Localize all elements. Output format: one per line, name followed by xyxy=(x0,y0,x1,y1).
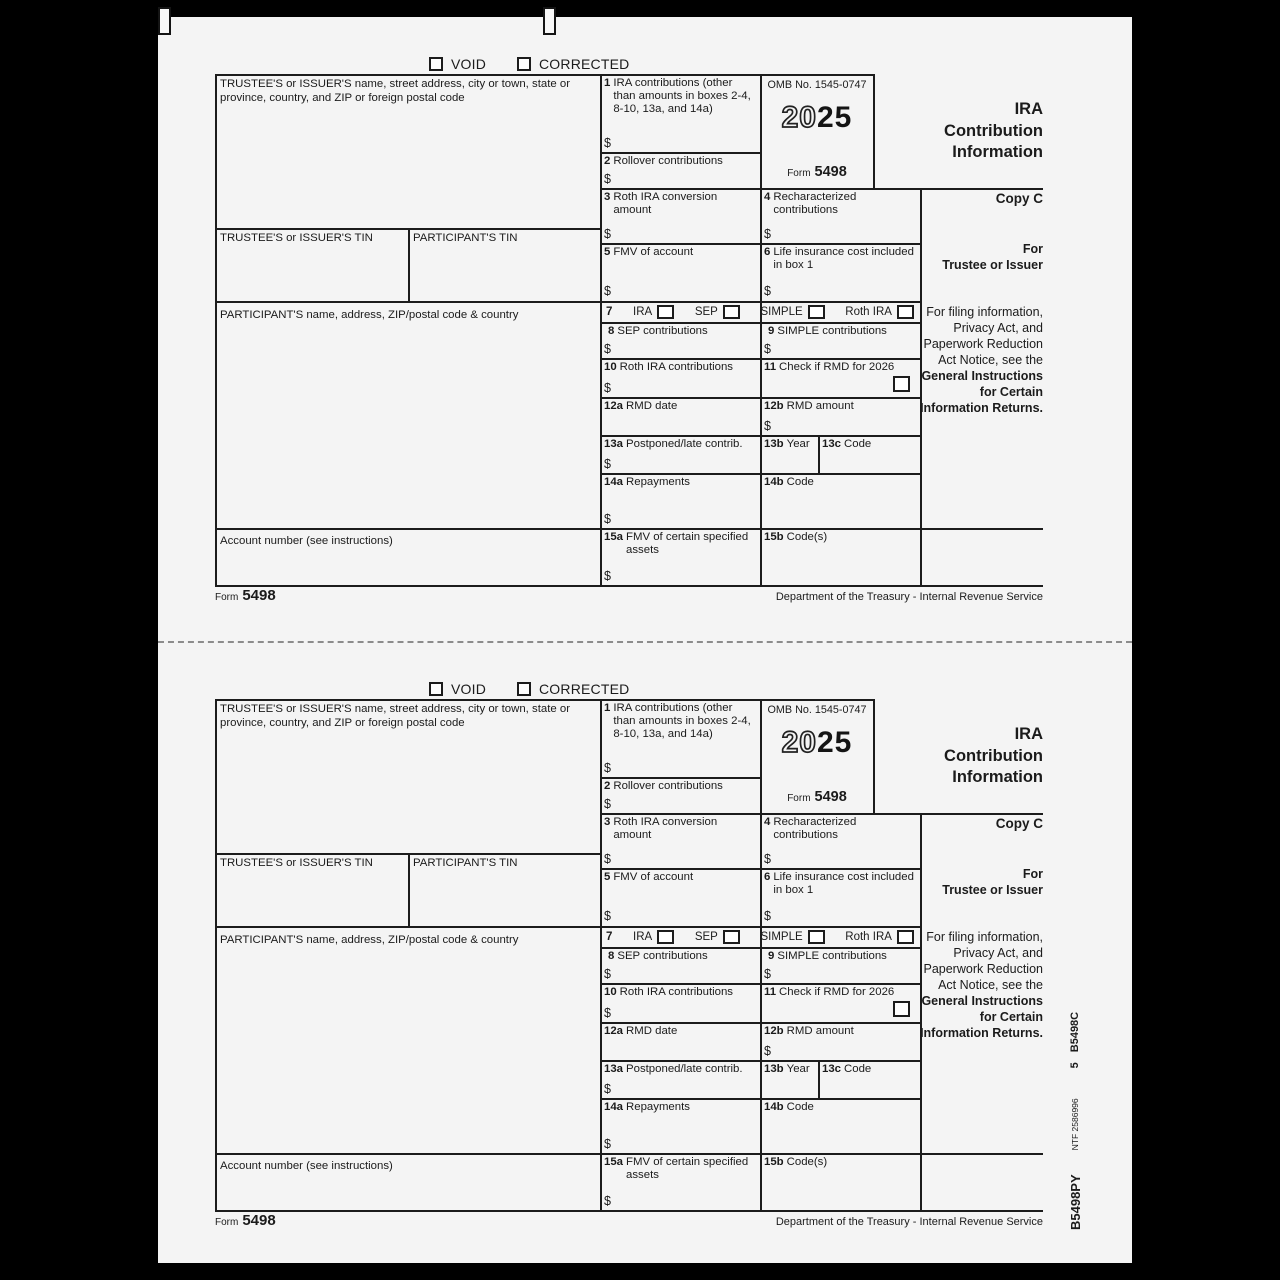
box10-label xyxy=(604,361,756,374)
box13b-number: 13b xyxy=(764,1063,784,1075)
box13a-number: 13a xyxy=(604,438,624,450)
edge-form-code: B5498PY xyxy=(1067,1174,1083,1230)
box3-dollar: $ xyxy=(604,852,611,866)
box13b-number: 13b xyxy=(764,438,784,450)
edge-ntf-code: NTF 2586996 xyxy=(1070,1098,1080,1151)
box7-roth-option xyxy=(845,305,914,319)
box1-text: IRA contributions (other than amounts in boxes 2-4, 8-10, 13a, and 14a) xyxy=(613,702,751,741)
box6-dollar: $ xyxy=(764,909,771,923)
grid-line xyxy=(215,699,875,701)
box6-label xyxy=(764,871,916,897)
box7-simple-option xyxy=(760,930,824,944)
box6-text: Life insurance cost included in box 1 xyxy=(773,871,914,897)
grid-line xyxy=(600,1022,920,1024)
box13a-dollar: $ xyxy=(604,1082,611,1096)
tax-year-bold: 25 xyxy=(817,726,853,759)
box13a-label xyxy=(604,1063,756,1076)
box3-label xyxy=(604,191,756,217)
box7-roth-label: Roth IRA xyxy=(845,930,892,943)
copy-label: Copy C xyxy=(995,816,1043,831)
box8-label xyxy=(608,325,756,338)
box7-ira-option xyxy=(633,305,674,319)
corrected-label: CORRECTED xyxy=(539,681,630,697)
box7-simple-checkbox[interactable] xyxy=(808,930,825,944)
box13a-number: 13a xyxy=(604,1063,624,1075)
box7-ira-label: IRA xyxy=(633,305,653,318)
form-number: 5498 xyxy=(814,789,847,805)
box2-label xyxy=(604,780,756,793)
box8-text: SEP contributions xyxy=(617,325,708,337)
box14a-label xyxy=(604,1101,756,1114)
footer-form-number xyxy=(215,587,276,604)
box6-number: 6 xyxy=(764,246,771,258)
box1-dollar: $ xyxy=(604,761,611,775)
box8-text: SEP contributions xyxy=(617,950,708,962)
account-number-label: Account number (see instructions) xyxy=(220,1160,393,1172)
box13c-number: 13c xyxy=(822,438,842,450)
grid-line xyxy=(600,868,920,870)
box13c-label xyxy=(822,1063,916,1076)
treasury-department-line: Department of the Treasury - Internal Revenue Service xyxy=(775,591,1043,603)
grid-line xyxy=(600,74,602,587)
box15b-number: 15b xyxy=(764,1156,784,1168)
grid-line xyxy=(600,188,1043,190)
box7-number: 7 xyxy=(606,930,613,943)
grid-line xyxy=(600,243,920,245)
box12b-text: RMD amount xyxy=(786,400,854,412)
box12b-label xyxy=(764,400,916,413)
grid-line xyxy=(215,699,217,1212)
grid-line xyxy=(600,947,920,949)
form-word: Form xyxy=(787,793,811,804)
box15b-label xyxy=(764,1156,916,1169)
box5-label xyxy=(604,246,756,259)
participant-info-label: PARTICIPANT'S name, address, ZIP/postal code & country xyxy=(220,309,519,321)
box7-simple-option xyxy=(760,305,824,319)
box2-text: Rollover contributions xyxy=(613,780,723,792)
box14b-label xyxy=(764,1101,916,1114)
box5-number: 5 xyxy=(604,871,611,883)
box5-dollar: $ xyxy=(604,909,611,923)
box7-row xyxy=(606,302,914,321)
form-title: IRA Contribution Information xyxy=(944,100,1043,161)
box9-label xyxy=(768,325,916,338)
box6-text: Life insurance cost included in box 1 xyxy=(773,246,914,272)
box7-ira-checkbox[interactable] xyxy=(657,305,674,319)
box3-label xyxy=(604,816,756,842)
form-number-line xyxy=(762,164,872,180)
box7-roth-label: Roth IRA xyxy=(845,305,892,318)
filing-notice-text: For filing information, Privacy Act, and Paperwork Reduction Act Notice, see the xyxy=(923,930,1043,992)
box2-number: 2 xyxy=(604,155,611,167)
box3-text: Roth IRA conversion amount xyxy=(613,816,718,842)
box6-number: 6 xyxy=(764,871,771,883)
copy-label: Copy C xyxy=(995,191,1043,206)
box10-number: 10 xyxy=(604,986,617,998)
box15b-text: Code(s) xyxy=(786,531,828,543)
footer-form-num: 5498 xyxy=(242,587,276,604)
grid-line xyxy=(215,1210,1043,1212)
grid-line xyxy=(215,74,875,76)
box11-text: Check if RMD for 2026 xyxy=(779,361,895,373)
box4-text: Recharacterized contributions xyxy=(773,191,857,217)
void-checkbox[interactable] xyxy=(429,57,443,71)
box14b-number: 14b xyxy=(764,476,784,488)
footer-form-word: Form xyxy=(215,592,239,603)
omb-number: OMB No. 1545-0747 xyxy=(767,79,867,91)
participant-tin-label: PARTICIPANT'S TIN xyxy=(413,232,518,244)
box3-text: Roth IRA conversion amount xyxy=(613,191,718,217)
corrected-checkbox[interactable] xyxy=(517,57,531,71)
box14b-number: 14b xyxy=(764,1101,784,1113)
box14a-number: 14a xyxy=(604,1101,624,1113)
box1-number: 1 xyxy=(604,77,611,89)
box7-simple-label: SIMPLE xyxy=(760,305,803,318)
box9-text: SIMPLE contributions xyxy=(777,950,887,962)
box4-label xyxy=(764,816,916,842)
box7-roth-checkbox[interactable] xyxy=(897,305,914,319)
tax-year-outline: 20 xyxy=(781,101,817,134)
box10-dollar: $ xyxy=(604,381,611,395)
box14b-text: Code xyxy=(786,476,814,488)
filing-notice-bold: General Instructions for Certain Information Returns. xyxy=(920,369,1043,415)
box11-number: 11 xyxy=(764,986,777,998)
footer-form-number xyxy=(215,1212,276,1229)
box9-dollar: $ xyxy=(764,342,771,356)
grid-line xyxy=(600,699,602,1212)
box13a-dollar: $ xyxy=(604,457,611,471)
corrected-checkbox[interactable] xyxy=(517,682,531,696)
box8-dollar: $ xyxy=(604,967,611,981)
grid-line xyxy=(600,1060,920,1062)
grid-line xyxy=(600,397,920,399)
box7-roth-checkbox[interactable] xyxy=(897,930,914,944)
copy-recipient: For Trustee or Issuer xyxy=(942,242,1043,272)
box9-number: 9 xyxy=(768,325,775,337)
treasury-department-line: Department of the Treasury - Internal Revenue Service xyxy=(775,1216,1043,1228)
box12b-label xyxy=(764,1025,916,1038)
box6-label xyxy=(764,246,916,272)
copy-recipient: For Trustee or Issuer xyxy=(942,867,1043,897)
box13b-text: Year xyxy=(786,438,810,450)
grid-line xyxy=(408,853,410,928)
box10-number: 10 xyxy=(604,361,617,373)
box1-number: 1 xyxy=(604,702,611,714)
grid-line xyxy=(215,853,600,855)
trustee-info-label: TRUSTEE'S or ISSUER'S name, street address, city or town, state or province, country, and ZIP or foreign postal code xyxy=(220,78,570,104)
box3-dollar: $ xyxy=(604,227,611,241)
box6-dollar: $ xyxy=(764,284,771,298)
box12b-number: 12b xyxy=(764,1025,784,1037)
grid-line xyxy=(600,777,760,779)
box14a-dollar: $ xyxy=(604,512,611,526)
tax-year-bold: 25 xyxy=(817,101,853,134)
box13c-text: Code xyxy=(844,438,872,450)
box13b-label xyxy=(764,1063,814,1076)
void-label: VOID xyxy=(451,56,487,72)
box4-number: 4 xyxy=(764,191,771,203)
box11-rmd-checkbox[interactable] xyxy=(893,376,910,392)
form-number: 5498 xyxy=(814,164,847,180)
box14b-text: Code xyxy=(786,1101,814,1113)
box15a-number: 15a xyxy=(604,531,624,543)
box12b-number: 12b xyxy=(764,400,784,412)
box2-number: 2 xyxy=(604,780,611,792)
box8-number: 8 xyxy=(608,325,615,337)
box14b-label xyxy=(764,476,916,489)
filing-notice xyxy=(915,304,1043,416)
box15a-dollar: $ xyxy=(604,569,611,583)
box15a-number: 15a xyxy=(604,1156,624,1168)
footer-form-num: 5498 xyxy=(242,1212,276,1229)
box13a-text: Postponed/late contrib. xyxy=(626,438,743,450)
box5-text: FMV of account xyxy=(613,246,694,258)
corrected-label: CORRECTED xyxy=(539,56,630,72)
box8-label xyxy=(608,950,756,963)
grid-line xyxy=(215,585,1043,587)
box7-ira-checkbox[interactable] xyxy=(657,930,674,944)
box5-number: 5 xyxy=(604,246,611,258)
box4-dollar: $ xyxy=(764,852,771,866)
box8-dollar: $ xyxy=(604,342,611,356)
box7-sep-checkbox[interactable] xyxy=(723,930,740,944)
box9-dollar: $ xyxy=(764,967,771,981)
edge-print-codes xyxy=(1066,990,1084,1230)
participant-tin-label: PARTICIPANT'S TIN xyxy=(413,857,518,869)
filing-notice-text: For filing information, Privacy Act, and Paperwork Reduction Act Notice, see the xyxy=(923,305,1043,367)
edge-product-code: B5498C xyxy=(1069,1011,1081,1053)
box2-dollar: $ xyxy=(604,172,611,186)
form-number-line xyxy=(762,789,872,805)
box14a-text: Repayments xyxy=(626,476,690,488)
box9-number: 9 xyxy=(768,950,775,962)
box7-number: 7 xyxy=(606,305,613,318)
box2-dollar: $ xyxy=(604,797,611,811)
box10-text: Roth IRA contributions xyxy=(619,361,734,373)
box12b-dollar: $ xyxy=(764,1044,771,1058)
box7-ira-option xyxy=(633,930,674,944)
grid-line xyxy=(600,983,920,985)
grid-line xyxy=(215,74,217,587)
void-label: VOID xyxy=(451,681,487,697)
grid-line xyxy=(818,1060,820,1098)
box13b-text: Year xyxy=(786,1063,810,1075)
box4-number: 4 xyxy=(764,816,771,828)
box15a-dollar: $ xyxy=(604,1194,611,1208)
grid-line xyxy=(600,1098,920,1100)
box14a-text: Repayments xyxy=(626,1101,690,1113)
box12a-label xyxy=(604,1025,756,1038)
box13b-label xyxy=(764,438,814,451)
box4-dollar: $ xyxy=(764,227,771,241)
box15b-number: 15b xyxy=(764,531,784,543)
box7-simple-checkbox[interactable] xyxy=(808,305,825,319)
box15a-label xyxy=(604,1156,756,1182)
form-sheet xyxy=(158,17,1132,1263)
box12b-dollar: $ xyxy=(764,419,771,433)
box12a-number: 12a xyxy=(604,400,624,412)
grid-line xyxy=(600,473,920,475)
filing-notice-bold: General Instructions for Certain Information Returns. xyxy=(920,994,1043,1040)
box7-ira-label: IRA xyxy=(633,930,653,943)
box10-dollar: $ xyxy=(604,1006,611,1020)
grid-line xyxy=(600,435,920,437)
box5-text: FMV of account xyxy=(613,871,694,883)
box15b-label xyxy=(764,531,916,544)
box13c-text: Code xyxy=(844,1063,872,1075)
box1-label xyxy=(604,77,756,117)
tax-year-outline: 20 xyxy=(781,726,817,759)
grid-line xyxy=(408,228,410,303)
box14a-number: 14a xyxy=(604,476,624,488)
account-number-label: Account number (see instructions) xyxy=(220,535,393,547)
box4-label xyxy=(764,191,916,217)
box13a-text: Postponed/late contrib. xyxy=(626,1063,743,1075)
box11-label xyxy=(764,986,916,999)
box7-sep-option xyxy=(695,930,740,944)
box1-dollar: $ xyxy=(604,136,611,150)
box7-roth-option xyxy=(845,930,914,944)
grid-line xyxy=(215,528,1043,530)
box5-dollar: $ xyxy=(604,284,611,298)
box7-sep-label: SEP xyxy=(694,930,718,943)
box12a-text: RMD date xyxy=(626,400,678,412)
box13a-label xyxy=(604,438,756,451)
box12a-number: 12a xyxy=(604,1025,624,1037)
footer-form-word: Form xyxy=(215,1217,239,1228)
box12a-label xyxy=(604,400,756,413)
grid-line xyxy=(760,74,762,587)
box15a-label xyxy=(604,531,756,557)
box11-label xyxy=(764,361,916,374)
box12a-text: RMD date xyxy=(626,1025,678,1037)
box11-rmd-checkbox[interactable] xyxy=(893,1001,910,1017)
box3-number: 3 xyxy=(604,191,611,203)
box12b-text: RMD amount xyxy=(786,1025,854,1037)
box7-sep-checkbox[interactable] xyxy=(723,305,740,319)
box15a-text: FMV of certain specified assets xyxy=(626,1156,749,1182)
participant-info-label: PARTICIPANT'S name, address, ZIP/postal code & country xyxy=(220,934,519,946)
grid-line xyxy=(760,699,762,1212)
box4-text: Recharacterized contributions xyxy=(773,816,857,842)
form-word: Form xyxy=(787,168,811,179)
box5-label xyxy=(604,871,756,884)
trustee-info-label: TRUSTEE'S or ISSUER'S name, street address, city or town, state or province, country, and ZIP or foreign postal code xyxy=(220,703,570,729)
box8-number: 8 xyxy=(608,950,615,962)
form-title: IRA Contribution Information xyxy=(944,725,1043,786)
grid-line xyxy=(600,152,760,154)
box15a-text: FMV of certain specified assets xyxy=(626,531,749,557)
edge-sheet-number: 5 xyxy=(1069,1062,1081,1069)
trustee-tin-label: TRUSTEE'S or ISSUER'S TIN xyxy=(220,232,373,244)
box1-text: IRA contributions (other than amounts in boxes 2-4, 8-10, 13a, and 14a) xyxy=(613,77,751,116)
grid-line xyxy=(600,358,920,360)
box9-label xyxy=(768,950,916,963)
box14a-dollar: $ xyxy=(604,1137,611,1151)
box2-label xyxy=(604,155,756,168)
form-copy-top xyxy=(158,17,1132,642)
box9-text: SIMPLE contributions xyxy=(777,325,887,337)
box13c-label xyxy=(822,438,916,451)
omb-number: OMB No. 1545-0747 xyxy=(767,704,867,716)
box7-sep-option xyxy=(695,305,740,319)
box14a-label xyxy=(604,476,756,489)
box10-label xyxy=(604,986,756,999)
grid-line xyxy=(818,435,820,473)
grid-line xyxy=(215,1153,1043,1155)
box2-text: Rollover contributions xyxy=(613,155,723,167)
box7-row xyxy=(606,927,914,946)
box10-text: Roth IRA contributions xyxy=(619,986,734,998)
trustee-tin-label: TRUSTEE'S or ISSUER'S TIN xyxy=(220,857,373,869)
form-copy-bottom xyxy=(158,642,1132,1267)
box11-text: Check if RMD for 2026 xyxy=(779,986,895,998)
void-checkbox[interactable] xyxy=(429,682,443,696)
box11-number: 11 xyxy=(764,361,777,373)
grid-line xyxy=(215,228,600,230)
grid-line xyxy=(600,322,920,324)
box1-label xyxy=(604,702,756,742)
box15b-text: Code(s) xyxy=(786,1156,828,1168)
box13c-number: 13c xyxy=(822,1063,842,1075)
grid-line xyxy=(600,813,1043,815)
box7-sep-label: SEP xyxy=(694,305,718,318)
box3-number: 3 xyxy=(604,816,611,828)
filing-notice xyxy=(915,929,1043,1041)
box7-simple-label: SIMPLE xyxy=(760,930,803,943)
